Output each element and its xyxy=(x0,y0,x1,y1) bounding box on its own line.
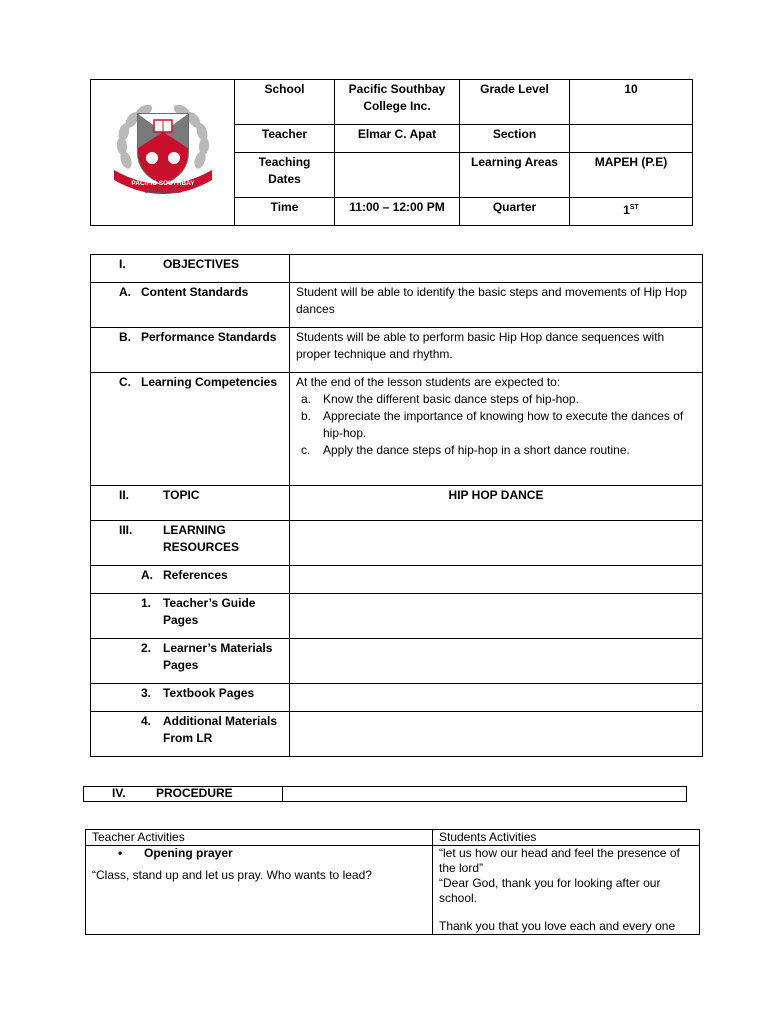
student-line-3: Thank you that you love each and every one xyxy=(439,919,676,933)
teacher-label: Teacher xyxy=(235,125,335,153)
header-table xyxy=(90,79,693,226)
objectives-table xyxy=(90,254,703,757)
quarter-number: 1 xyxy=(623,203,630,217)
procedure-table xyxy=(83,786,687,802)
school-value: Pacific Southbay College Inc. xyxy=(335,80,460,125)
references-value xyxy=(290,566,703,594)
school-logo-cell xyxy=(91,80,235,226)
competencies-intro: At the end of the lesson students are expected to: xyxy=(296,375,561,389)
teachers-guide-label: 1. Teacher’s Guide Pages xyxy=(91,594,290,639)
school-logo-icon xyxy=(108,100,218,200)
time-label: Time xyxy=(235,198,335,226)
learning-competencies-label: C. Learning Competencies xyxy=(91,373,290,486)
learning-resources-value xyxy=(290,521,703,566)
learning-competencies-value xyxy=(290,373,703,486)
learners-materials-value xyxy=(290,639,703,684)
additional-materials-value xyxy=(290,712,703,757)
teaching-dates-label: Teaching Dates xyxy=(235,153,335,198)
learning-resources-label: III. LEARNING RESOURCES xyxy=(91,521,290,566)
teacher-activities-header: Teacher Activities xyxy=(86,830,433,846)
additional-materials-label: 4. Additional Materials From LR xyxy=(91,712,290,757)
competencies-list xyxy=(296,391,696,459)
grade-level-value: 10 xyxy=(570,80,693,125)
svg-text:COLLEGE, INC.: COLLEGE, INC. xyxy=(144,189,181,195)
textbook-pages-label: 3. Textbook Pages xyxy=(91,684,290,712)
competency-item: a. Know the different basic dance steps of hip-hop. xyxy=(301,392,579,406)
svg-text:PACIFIC SOUTHBAY: PACIFIC SOUTHBAY xyxy=(130,180,195,187)
procedure-value xyxy=(283,787,687,802)
competency-item: b. Appreciate the importance of knowing how to execute the dances of hip-hop. xyxy=(301,409,684,440)
textbook-pages-value xyxy=(290,684,703,712)
teachers-guide-value xyxy=(290,594,703,639)
references-label: A. References xyxy=(91,566,290,594)
student-line-1: “let us how our head and feel the presence of the lord” xyxy=(439,846,680,875)
students-activities-cell xyxy=(433,846,700,935)
quarter-value xyxy=(570,198,693,226)
competency-item: c. Apply the dance steps of hip-hop in a short dance routine. xyxy=(301,443,630,457)
opening-prayer-item: • Opening prayer xyxy=(118,846,233,860)
bullet-icon: • xyxy=(118,846,123,860)
content-standards-label: A. Content Standards xyxy=(91,283,290,328)
grade-level-label: Grade Level xyxy=(460,80,570,125)
students-activities-header: Students Activities xyxy=(433,830,700,846)
teacher-prayer-line: “Class, stand up and let us pray. Who wants to lead? xyxy=(92,868,372,882)
student-line-2: “Dear God, thank you for looking after our school. xyxy=(439,876,661,905)
learning-areas-value: MAPEH (P.E) xyxy=(570,153,693,198)
content-standards-value: Student will be able to identify the basic steps and movements of Hip Hop dances xyxy=(290,283,703,328)
learners-materials-label: 2. Learner’s Materials Pages xyxy=(91,639,290,684)
school-label: School xyxy=(235,80,335,125)
teaching-dates-value xyxy=(335,153,460,198)
objectives-value xyxy=(290,255,703,283)
quarter-suffix: ST xyxy=(629,204,639,211)
topic-value: HIP HOP DANCE xyxy=(290,486,703,521)
procedure-heading: IV. PROCEDURE xyxy=(84,787,283,802)
performance-standards-value: Students will be able to perform basic Hip Hop dance sequences with proper technique and rhythm. xyxy=(290,328,703,373)
teacher-value: Elmar C. Apat xyxy=(335,125,460,153)
topic-label: II. TOPIC xyxy=(91,486,290,521)
performance-standards-label: B. Performance Standards xyxy=(91,328,290,373)
activities-table xyxy=(85,829,700,935)
time-value: 11:00 – 12:00 PM xyxy=(335,198,460,226)
learning-areas-label: Learning Areas xyxy=(460,153,570,198)
teacher-activities-cell xyxy=(86,846,433,935)
objectives-heading: I. OBJECTIVES xyxy=(91,255,290,283)
section-label: Section xyxy=(460,125,570,153)
quarter-label: Quarter xyxy=(460,198,570,226)
section-value xyxy=(570,125,693,153)
